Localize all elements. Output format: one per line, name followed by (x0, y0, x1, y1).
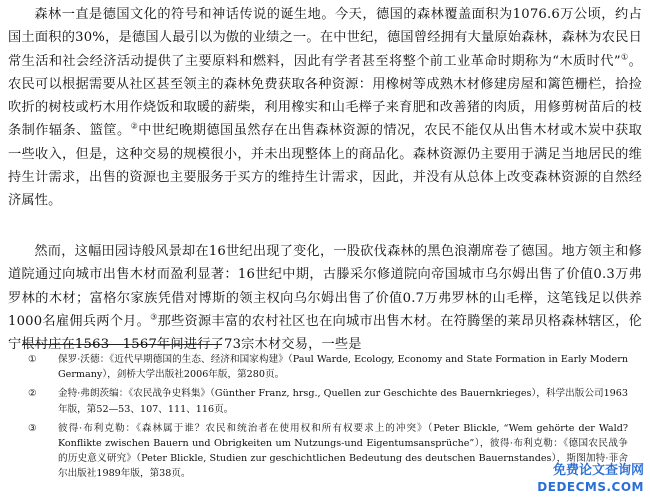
footnote-item (28, 352, 628, 382)
footnote-ref-3[interactable]: ③ (150, 312, 158, 322)
footnote-mark: ① (28, 354, 37, 365)
watermark-domain: DEDECMS.COM (537, 480, 644, 494)
paragraph-1-text-b: 。农民可以根据需要从社区甚至领主的森林免费获取各种资源：用橡树等成熟木材修建房屋和篱笆栅栏，拾捡吹折的树枝或朽木用作烧饭和取暖的薪柴，利用橡实和山毛榉子来育肥和改善猪的肉质，用修剪树苗后的枝条制作辐条、篮筐。 (8, 53, 642, 139)
site-watermark (537, 463, 644, 495)
footnote-divider (22, 344, 222, 345)
footnote-text: 保罗·沃德：《近代早期德国的生态、经济和国家构建》（Paul Warde, Ecology, Economy and State Formation in Early Modern Germany），剑桥大学出版社2006年版，第280页。 (58, 354, 628, 381)
paragraph-2-text-a: 然而，这幅田园诗般风景却在16世纪出现了变化，一股砍伐森林的黑色浪潮席卷了德国。地方领主和修道院通过向城市出售木材而盈利显著：16世纪中期，古滕采尔修道院向帝国城市乌尔姆出售了价值0.3万弗罗林的木材；富格尔家族凭借对博斯的领主权向乌尔姆出售了价值0.7万弗罗林的山毛榉，这笔钱足以供养1000名雇佣兵两个月。 (8, 244, 642, 329)
footnote-text: 彼得·布利克勒：《森林属于谁？农民和统治者在使用权和所有权要求上的冲突》（Peter Blickle, “Wem gehörte der Wald? Konflikte zwischen Bauern und Obrigkeiten um Nutzungs-und Eigentumsansprüche”），彼得·布利克勒：《德国农民战争的历史意义研究》（Peter Blickle, Studien zur geschichtlichen Bedeutung des deutschen Bauernstandes），斯图加特·菲舍尔出版社1989年版，第38页。 (58, 422, 628, 480)
footnote-mark: ③ (28, 422, 37, 434)
footnote-text: 金特·弗朗茨编：《农民战争史料集》（Günther Franz, hrsg., Quellen zur Geschichte des Bauernkrieges），科学出版公司1963年版，第52—53、107、111、116页。 (58, 388, 628, 415)
paragraph-2-text-b: 那些资源丰富的农村社区也在向城市出售木材。在符腾堡的莱昂贝格森林辖区，伦宁根村庄在1563—1567年间进行了73宗木材交易，一些是 (8, 313, 643, 353)
body-paragraph-1 (8, 3, 642, 213)
footnote-ref-2[interactable]: ② (130, 122, 139, 132)
footnote-mark: ② (28, 388, 37, 400)
paragraph-1-text-a: 森林一直是德国文化的符号和神话传说的诞生地。今天，德国的森林覆盖面积为1076.6万公顷，约占国土面积的30%，是德国人最引以为傲的业绩之一。在中世纪，德国曾经拥有大量原始森林，森林为农民日常生活和社会经济活动提供了主要原料和燃料，因此有学者甚至将整个前工业革命时期称为“木质时代” (8, 7, 642, 69)
footnote-item (28, 386, 628, 416)
paragraph-1-text-c: 中世纪晚期德国虽然存在出售森林资源的情况，农民不能仅从出售木材或木炭中获取一些收入，但是，这种交易的规模很小，并未出现整体上的商品化。森林资源仍主要用于满足当地居民的维持生计需求，出售的资源也主要服务于买方的维持生计需求，因此，并没有从总体上改变森林资源的自然经济属性。 (8, 123, 642, 209)
body-paragraph-2 (8, 240, 642, 356)
watermark-title: 免费论文查询网 (552, 463, 644, 478)
footnote-ref-1[interactable]: ① (620, 52, 629, 62)
